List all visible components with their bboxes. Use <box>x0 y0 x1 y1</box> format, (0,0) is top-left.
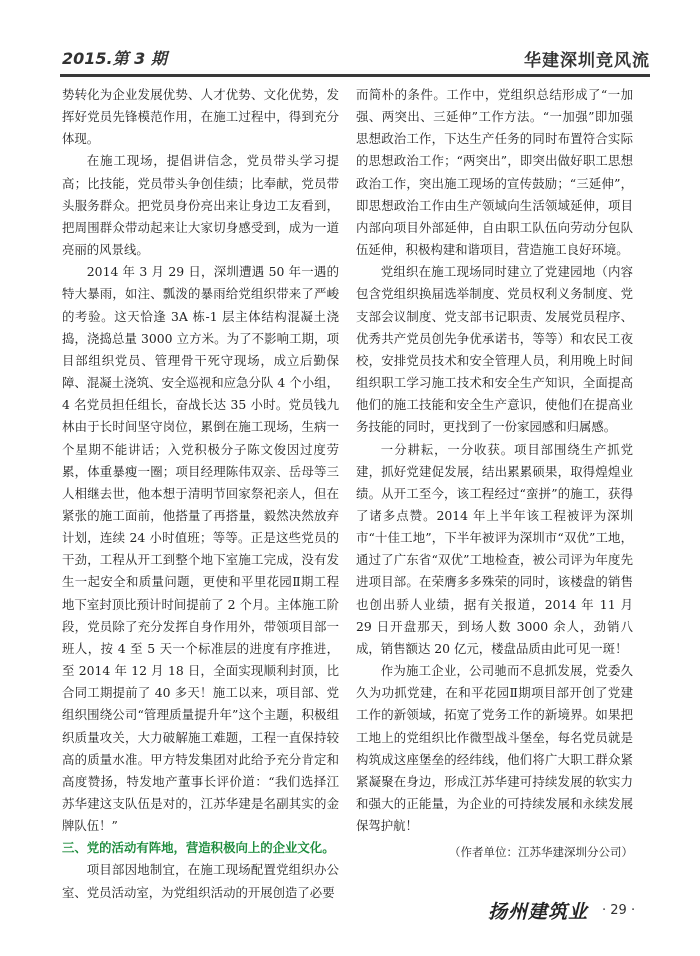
paragraph: 2014 年 3 月 29 日，深圳遭遇 50 年一遇的特大暴雨，如注、瓢泼的暴雨给党组织带来了严峻的考验。这天恰逢 3A 栋-1 层主体结构混凝土浇捣，浇捣总量 3000 立方米。为了不影响工期，项目部组织党员、管理骨干死守现场，成立后勤保障、混凝土浇筑、安全巡视和应急分队 4 个小组，4 名党员担任组长，奋战长达 35 小时。党员钱九林由于长时间坚守岗位，累倒在施工现场，生病一个星期不能讲话；入党积极分子陈文俊因过度劳累，体重暴瘦一圈；项目经理陈伟双亲、岳母等三人相继去世，他本想于清明节回家祭祀亲人，但在紧张的施工面前，他搭量了再搭量，毅然决然放弃计划，连续 24 小时值班；等等。正是这些党员的干劲，工程从开工到整个地下室施工完成，没有发生一起安全和质量问题，更使和平里花园Ⅱ期工程地下室封顶比预计时间提前了 2 个月。主体施工阶段，党员除了充分发挥自身作用外，带领项目部一班人，按 4 至 5 天一个标准层的进度有序推进，至 2014 年 12 月 18 日，全面实现顺利封顶，比合同工期提前了 40 多天！施工以来，项目部、党组织围绕公司“管理质量提升年”这个主题，积极组织质量攻关，大力破解施工难题，工程一直保持较高的质量水准。甲方特发集团对此给予充分肯定和高度赞扬，特发地产董事长评价道：“我们选择江苏华建这支队伍是对的，江苏华建是名副其实的金牌队伍！” <box>62 264 339 834</box>
section-heading: 三、党的活动有阵地，营造积极向上的企业文化。 <box>62 840 335 856</box>
paragraph: 在施工现场，提倡讲信念，党员带头学习提高；比技能，党员带头争创佳绩；比奉献，党员带头服务群众。把党员身份亮出来让身边工友看到，把周围群众带动起来让大家切身感受到，成为一道亮丽的风景线。 <box>62 153 339 258</box>
paragraph: 而简朴的条件。工作中，党组织总结形成了“一加强、两突出、三延伸”工作方法。“一加强”即加强思想政治工作，下达生产任务的同时布置符合实际的思想政治工作；“两突出”，即突出做好职工思想政治工作，突出施工现场的宣传鼓励；“三延伸”，即思想政治工作由生产领域向生活领域延伸，项目内部向项目外部延伸，自由职工队伍向劳动分包队伍延伸，积极构建和谐项目，营造施工良好环境。 <box>356 87 633 258</box>
issue-number: 2015.第 3 期 <box>62 49 167 68</box>
paragraph: 势转化为企业发展优势、人才优势、文化优势，发挥好党员先锋模范作用，在施工过程中，得到充分体现。 <box>62 87 339 147</box>
paragraph: 党组织在施工现场同时建立了党建园地（内容包含党组织换届选举制度、党员权利义务制度、党支部会议制度、党支部书记职责、发展党员程序、优秀共产党员创先争优承诺书，等等）和农民工夜校，安排党员技术和安全管理人员，利用晚上时间组织职工学习施工技术和安全生产知识，全面提高他们的施工技能和安全生产意识，使他们在提高业务技能的同时，更找到了一份家园感和归属感。 <box>356 264 633 435</box>
right-column <box>356 84 633 863</box>
author-affiliation: （作者单位：江苏华建深圳分公司） <box>449 845 633 860</box>
page-footer <box>470 897 650 927</box>
column-title: 华建深圳竞风流 <box>524 51 650 71</box>
paragraph: 一分耕耘，一分收获。项目部围绕生产抓党建，抓好党建促发展，结出累累硕果，取得煌煌业绩。从开工至今，该工程经过“蛮拼”的施工，获得了诸多点赞。2014 年上半年该工程被评为深圳市“十佳工地”，下半年被评为深圳市“双优”工地，通过了广东省“双优”工地检查，被公司评为年度先进项目部。在荣膺多多殊荣的同时，该楼盘的销售也创出骄人业绩，据有关报道，2014 年 11 月 29 日开盘那天，到场人数 3000 余人，劲销八成，销售额达 20 亿元，楼盘品质由此可见一斑！ <box>356 441 633 656</box>
paragraph: 作为施工企业，公司驰而不息抓发展，党委久久为功抓党建，在和平花园Ⅱ期项目部开创了党建工作的新领域，拓宽了党务工作的新境界。如果把工地上的党组织比作微型战斗堡垒，每名党员就是构筑成这座堡垒的经纬线，他们将广大职工群众紧紧凝聚在身边，形成江苏华建可持续发展的软实力和强大的正能量，为企业的可持续发展和永续发展保驾护航！ <box>356 663 633 834</box>
page-header <box>60 40 650 77</box>
page-number: · 29 · <box>602 903 636 918</box>
left-column <box>62 84 339 904</box>
magazine-logo: 扬州建筑业 <box>488 901 589 923</box>
paragraph: 项目部因地制宜，在施工现场配置党组织办公室、党员活动室，为党组织活动的开展创造了必要 <box>62 862 339 900</box>
